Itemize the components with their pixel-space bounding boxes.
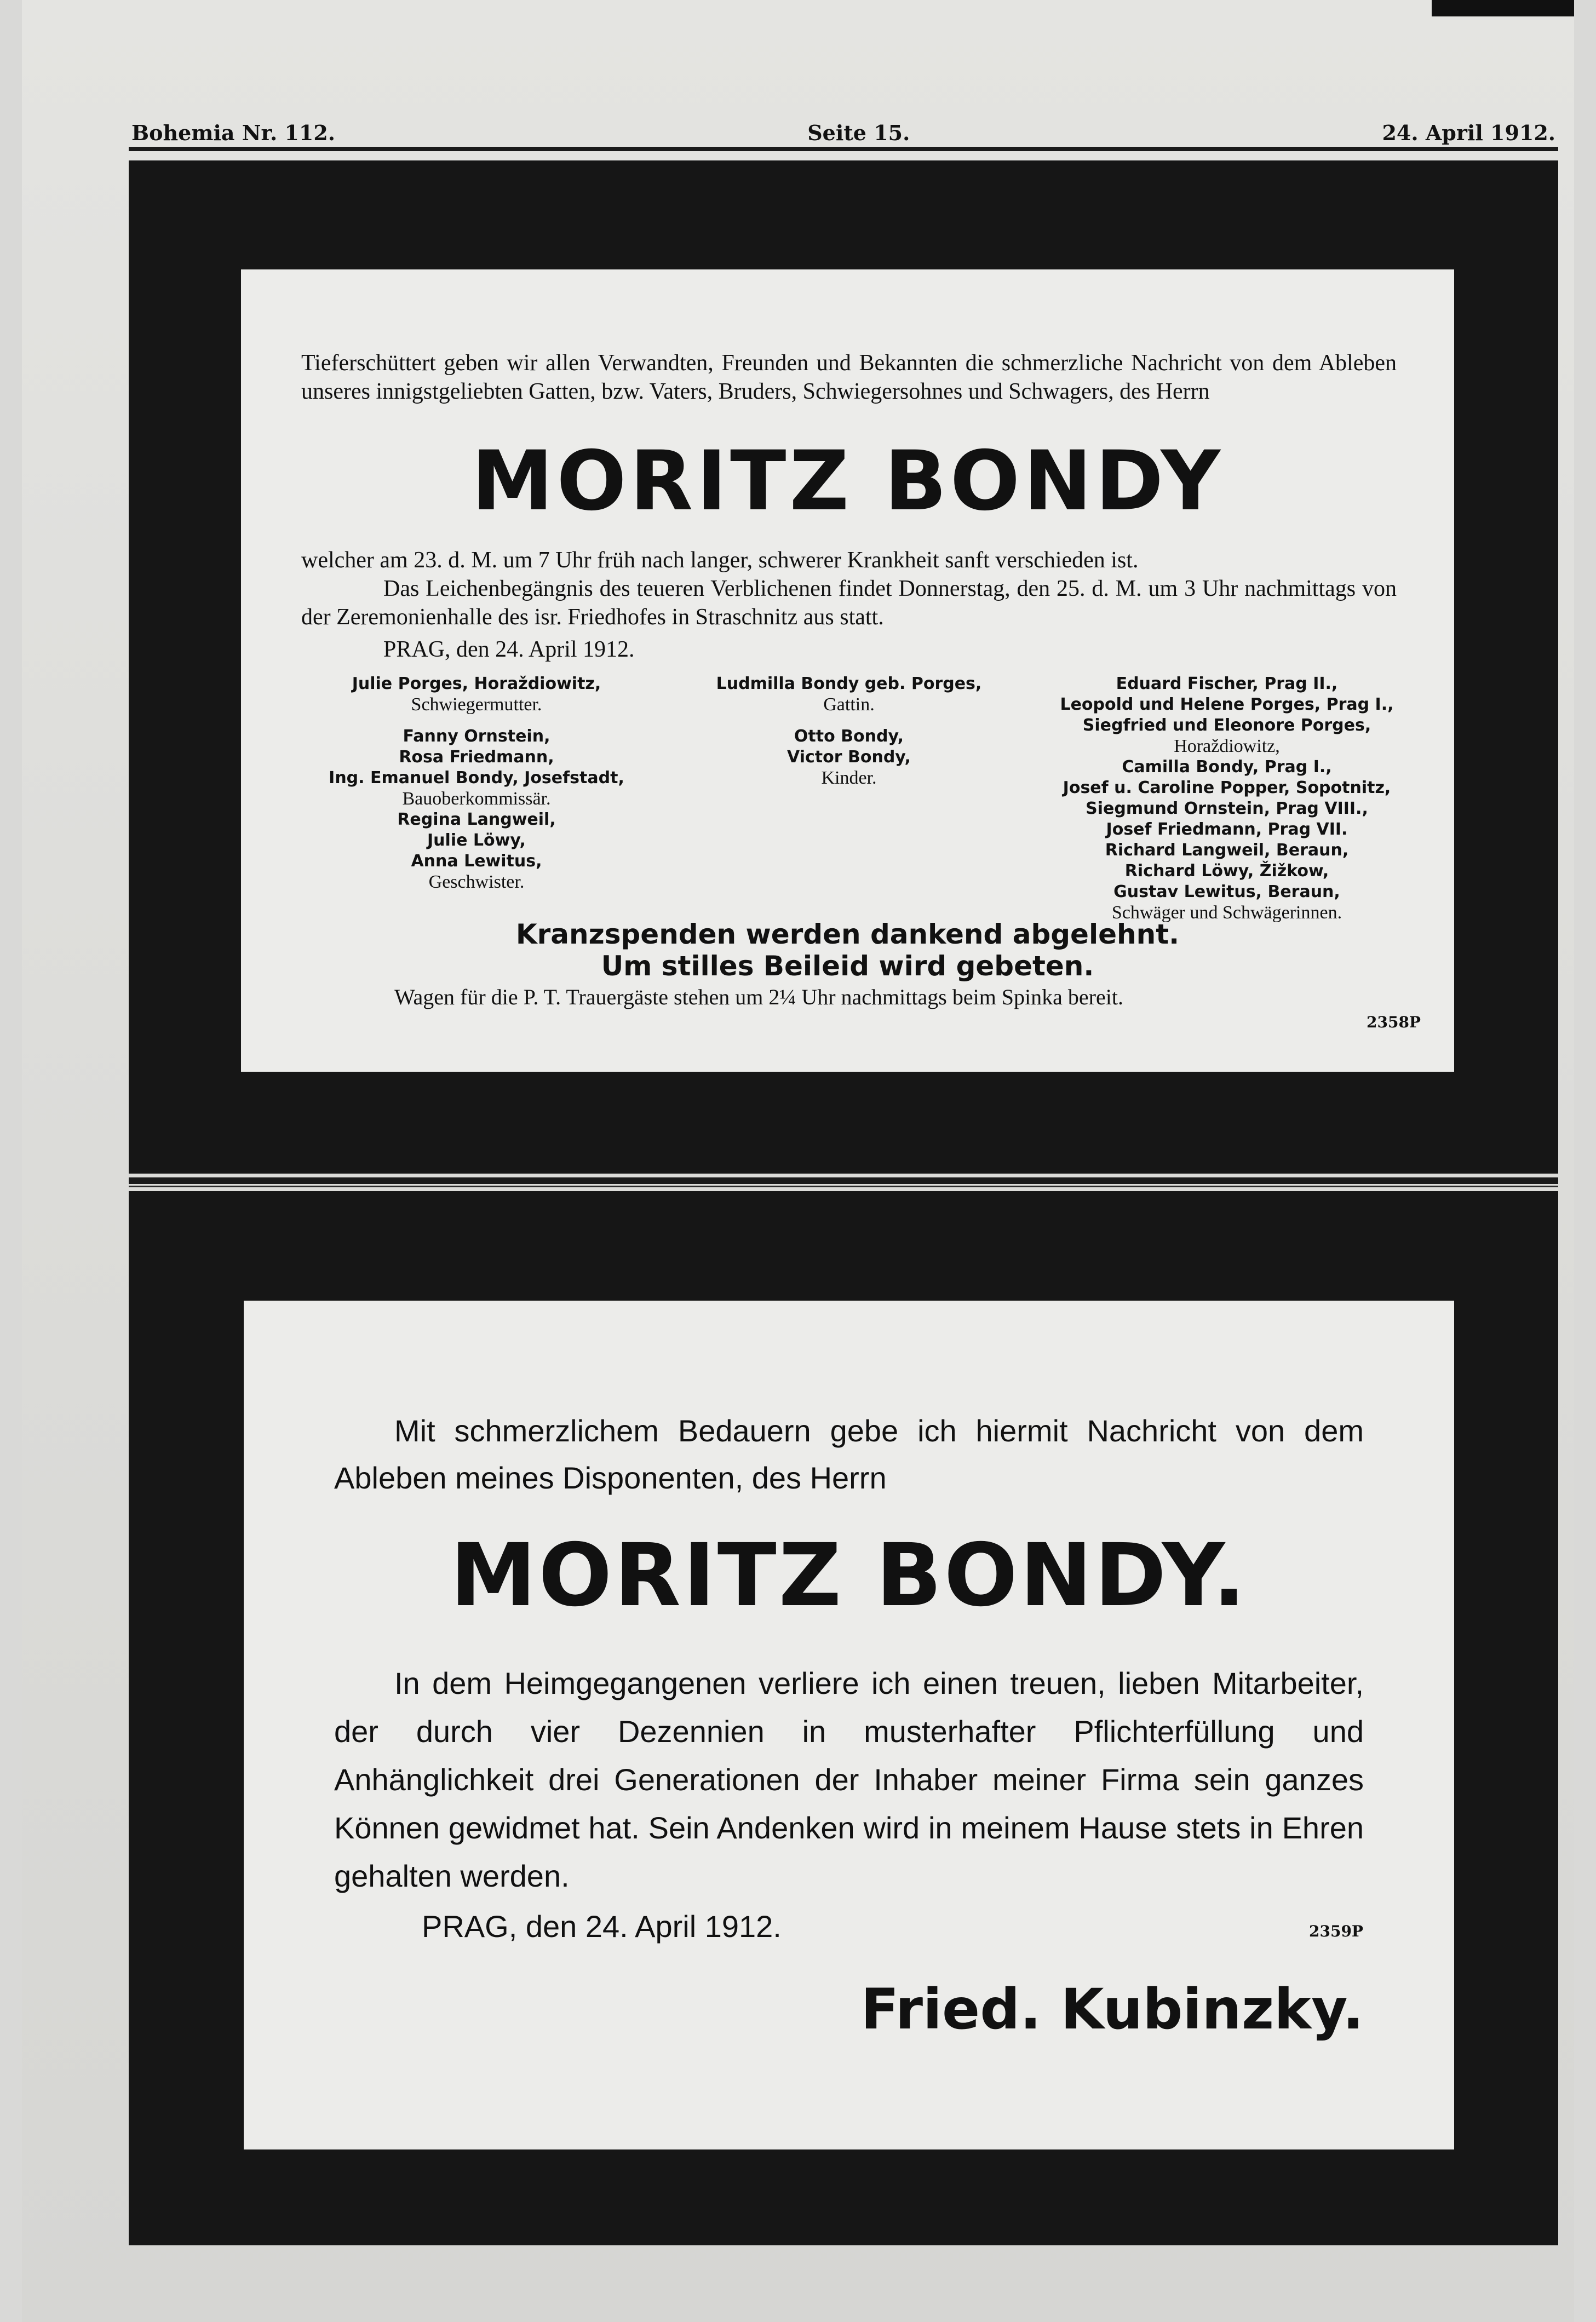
notice2-intro-text: Mit schmerzlichem Bedauern gebe ich hiermit Nachricht von dem Ableben meines Disponenten, des Herrn — [334, 1413, 1364, 1495]
notice1-requests — [241, 918, 1454, 982]
relation: Gattin. — [823, 694, 875, 715]
notice1-deceased-name: MORITZ BONDY — [471, 434, 1224, 529]
mourner: Ing. Emanuel Bondy, Josefstadt, — [329, 768, 624, 788]
mourner: Josef Friedmann, Prag VII. — [1106, 820, 1348, 839]
mourners-column-1 — [307, 674, 646, 893]
notice1-ad-code: 2358P — [1367, 1013, 1421, 1031]
mourner: Ludmilla Bondy geb. Porges, — [716, 674, 982, 693]
notice1-date: PRAG, den 24. April 1912. — [383, 637, 635, 662]
mourner: Richard Löwy, Žižkow, — [1124, 861, 1329, 881]
mourner: Julie Löwy, — [427, 831, 526, 850]
notice2-deceased-name: MORITZ BONDY. — [450, 1525, 1248, 1626]
notice2-intro — [334, 1407, 1364, 1502]
notice1-body — [301, 546, 1397, 631]
relation: Bauoberkommissär. — [402, 789, 551, 809]
notice1-body-2: Das Leichenbegängnis des teueren Verblichenen findet Donnerstag, den 25. d. M. um 3 Uhr nachmittags von der Zeremonienhalle des isr. Friedhofes in Straschnitz aus statt. — [301, 576, 1397, 630]
notice-separator-line — [129, 1186, 1558, 1187]
mourner: Victor Bondy, — [787, 748, 911, 767]
condolence-request: Um stilles Beileid wird gebeten. — [601, 950, 1094, 982]
notice-separator — [129, 1177, 1558, 1184]
relation: Schwiegermutter. — [411, 694, 542, 715]
mourner: Camilla Bondy, Prag I., — [1122, 757, 1332, 777]
scan-corner — [1432, 0, 1574, 16]
notice2-signature: Fried. Kubinzky. — [860, 1977, 1364, 2042]
mourner: Otto Bondy, — [794, 727, 904, 746]
mourner: Anna Lewitus, — [411, 852, 542, 871]
notice1-body-1: welcher am 23. d. M. um 7 Uhr früh nach langer, schwerer Krankheit sanft verschieden ist. — [301, 548, 1139, 573]
mourner: Richard Langweil, Beraun, — [1105, 841, 1349, 860]
mourner: Siegmund Ornstein, Prag VIII., — [1086, 799, 1368, 818]
mourner: Fanny Ornstein, — [403, 727, 550, 746]
notice2-body-text: In dem Heimgegangenen verliere ich einen treuen, lieben Mitarbeiter, der durch vier Dezennien in musterhafter Pflichterfüllung und Anhänglichkeit drei Generationen der Inhaber meiner Firma sein ganzes Können gewidmet hat. Sein Andenken wird in meinem Hause stets in Ehren gehalten werden. — [334, 1666, 1364, 1893]
page-header — [131, 107, 1555, 145]
mourner: Siegfried und Eleonore Porges, — [1082, 716, 1371, 735]
mourner: Regina Langweil, — [397, 810, 556, 829]
notice1-intro: Tieferschüttert geben wir allen Verwandten, Freunden und Bekannten die schmerzliche Nachricht von dem Ableben unseres innigstgeliebten Gatten, bzw. Vaters, Bruders, Schwiegersohnes und Schwagers, des Herrn — [301, 350, 1397, 404]
header-issue: Bohemia Nr. 112. — [131, 120, 336, 145]
mourner: Josef u. Caroline Popper, Sopotnitz, — [1063, 778, 1391, 797]
mourner: Leopold und Helene Porges, Prag I., — [1060, 695, 1394, 714]
obituary-notice-2 — [244, 1301, 1454, 2149]
header-rule — [129, 147, 1558, 151]
notice2-date: PRAG, den 24. April 1912. — [422, 1909, 782, 1944]
wreath-request: Kranzspenden werden dankend abgelehnt. — [515, 918, 1180, 950]
mourner: Gustav Lewitus, Beraun, — [1113, 882, 1340, 901]
header-date: 24. April 1912. — [1382, 120, 1555, 145]
obituary-notice-1 — [241, 269, 1454, 1072]
relation: Geschwister. — [428, 872, 525, 892]
mourners-column-2 — [679, 674, 1019, 789]
mourner: Rosa Friedmann, — [399, 748, 554, 767]
relation: Schwäger und Schwägerinnen. — [1111, 903, 1342, 923]
mourner: Eduard Fischer, Prag II., — [1116, 674, 1338, 693]
mourner: Julie Porges, Horaždiowitz, — [352, 674, 601, 693]
notice2-ad-code: 2359P — [1309, 1922, 1363, 1940]
relation: Kinder. — [821, 768, 877, 788]
header-page-number: Seite 15. — [807, 120, 910, 145]
newspaper-page — [22, 0, 1574, 2322]
mourners-column-3 — [1030, 674, 1424, 923]
place: Horaždiowitz, — [1174, 736, 1280, 756]
notice1-carriage-note: Wagen für die P. T. Trauergäste stehen um 2¼ Uhr nachmittags beim Spinka bereit. — [394, 985, 1123, 1009]
notice2-body — [334, 1659, 1364, 1900]
